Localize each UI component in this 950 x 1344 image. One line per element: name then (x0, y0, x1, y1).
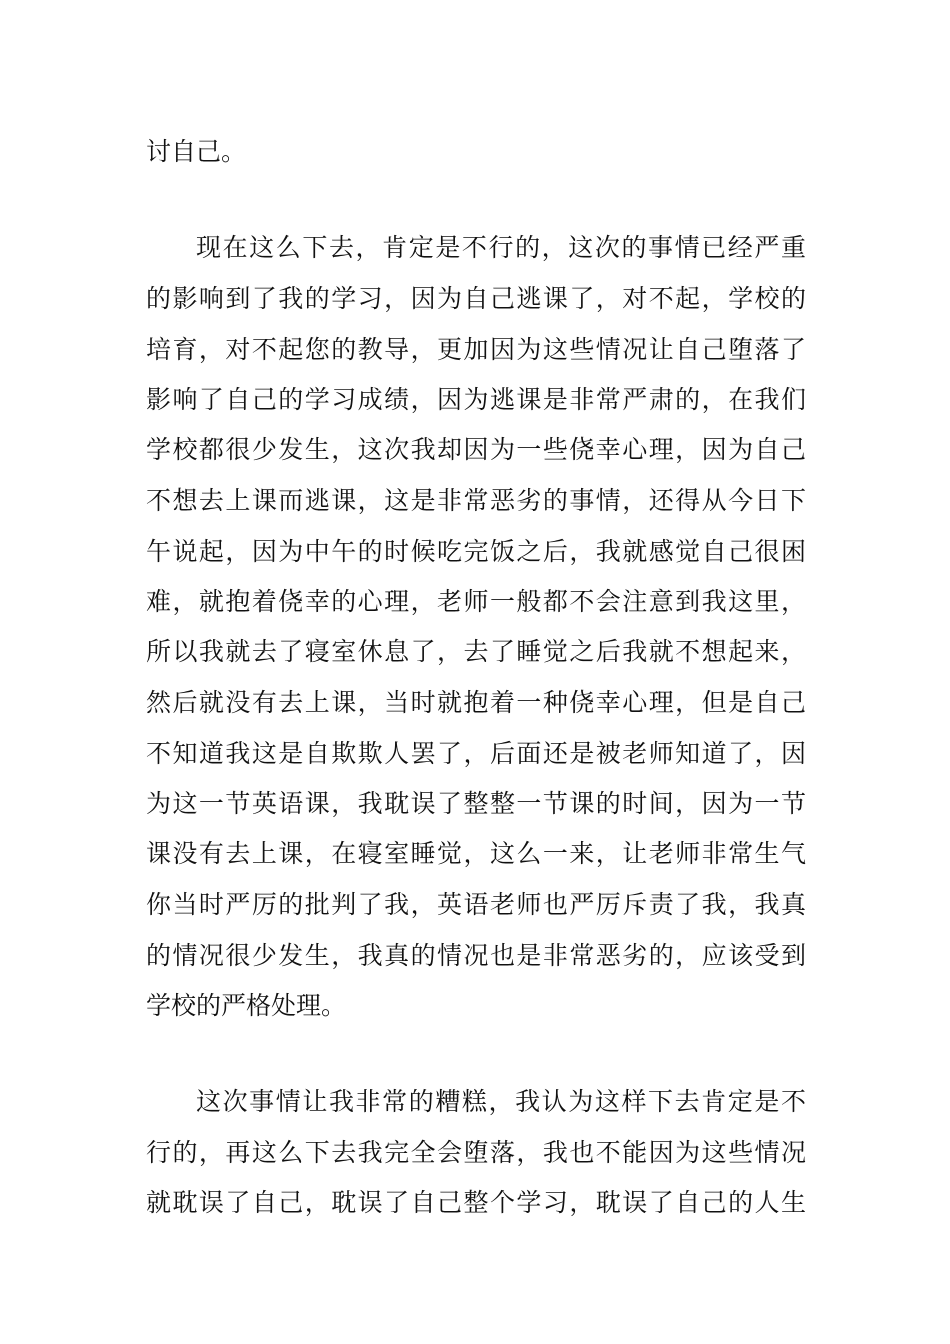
paragraph-2-line-10: 然后就没有去上课，当时就抱着一种侥幸心理，但是自己 (146, 688, 806, 717)
paragraph-2-line-4: 影响了自己的学习成绩，因为逃课是非常严肃的，在我们 (146, 385, 806, 414)
paragraph-2-line-6: 不想去上课而逃课，这是非常恶劣的事情，还得从今日下 (146, 486, 806, 515)
paragraph-2-line-12: 为这一节英语课，我耽误了整整一节课的时间，因为一节 (146, 789, 806, 818)
paragraph-3-line-1: 这次事情让我非常的糟糕，我认为这样下去肯定是不 (196, 1087, 806, 1116)
paragraph-2-line-13: 课没有去上课，在寝室睡觉，这么一来，让老师非常生气 (146, 839, 806, 868)
paragraph-2-line-8: 难，就抱着侥幸的心理，老师一般都不会注意到我这里， (146, 587, 806, 616)
paragraph-3-line-2: 行的，再这么下去我完全会堕落，我也不能因为这些情况 (146, 1138, 806, 1167)
paragraph-2-line-3: 培育，对不起您的教导，更加因为这些情况让自己堕落了 (146, 335, 806, 364)
paragraph-2-line-9: 所以我就去了寝室休息了，去了睡觉之后我就不想起来， (146, 637, 806, 666)
paragraph-2-line-5: 学校都很少发生，这次我却因为一些侥幸心理，因为自己 (146, 435, 806, 464)
paragraph-2-line-2: 的影响到了我的学习，因为自己逃课了，对不起，学校的 (146, 284, 806, 313)
paragraph-3-line-3: 就耽误了自己，耽误了自己整个学习，耽误了自己的人生 (146, 1188, 806, 1217)
paragraph-2-line-11: 不知道我这是自欺欺人罢了，后面还是被老师知道了，因 (146, 739, 806, 768)
paragraph-2-line-15: 的情况很少发生，我真的情况也是非常恶劣的，应该受到 (146, 941, 806, 970)
paragraph-2-line-7: 午说起，因为中午的时候吃完饭之后，我就感觉自己很困 (146, 537, 806, 566)
paragraph-1-line-1: 讨自己。 (146, 137, 247, 166)
paragraph-2-line-14: 你当时严厉的批判了我，英语老师也严厉斥责了我，我真 (146, 890, 806, 919)
paragraph-2-line-1: 现在这么下去，肯定是不行的，这次的事情已经严重 (196, 233, 806, 262)
paragraph-2-line-16: 学校的严格处理。 (146, 991, 347, 1020)
